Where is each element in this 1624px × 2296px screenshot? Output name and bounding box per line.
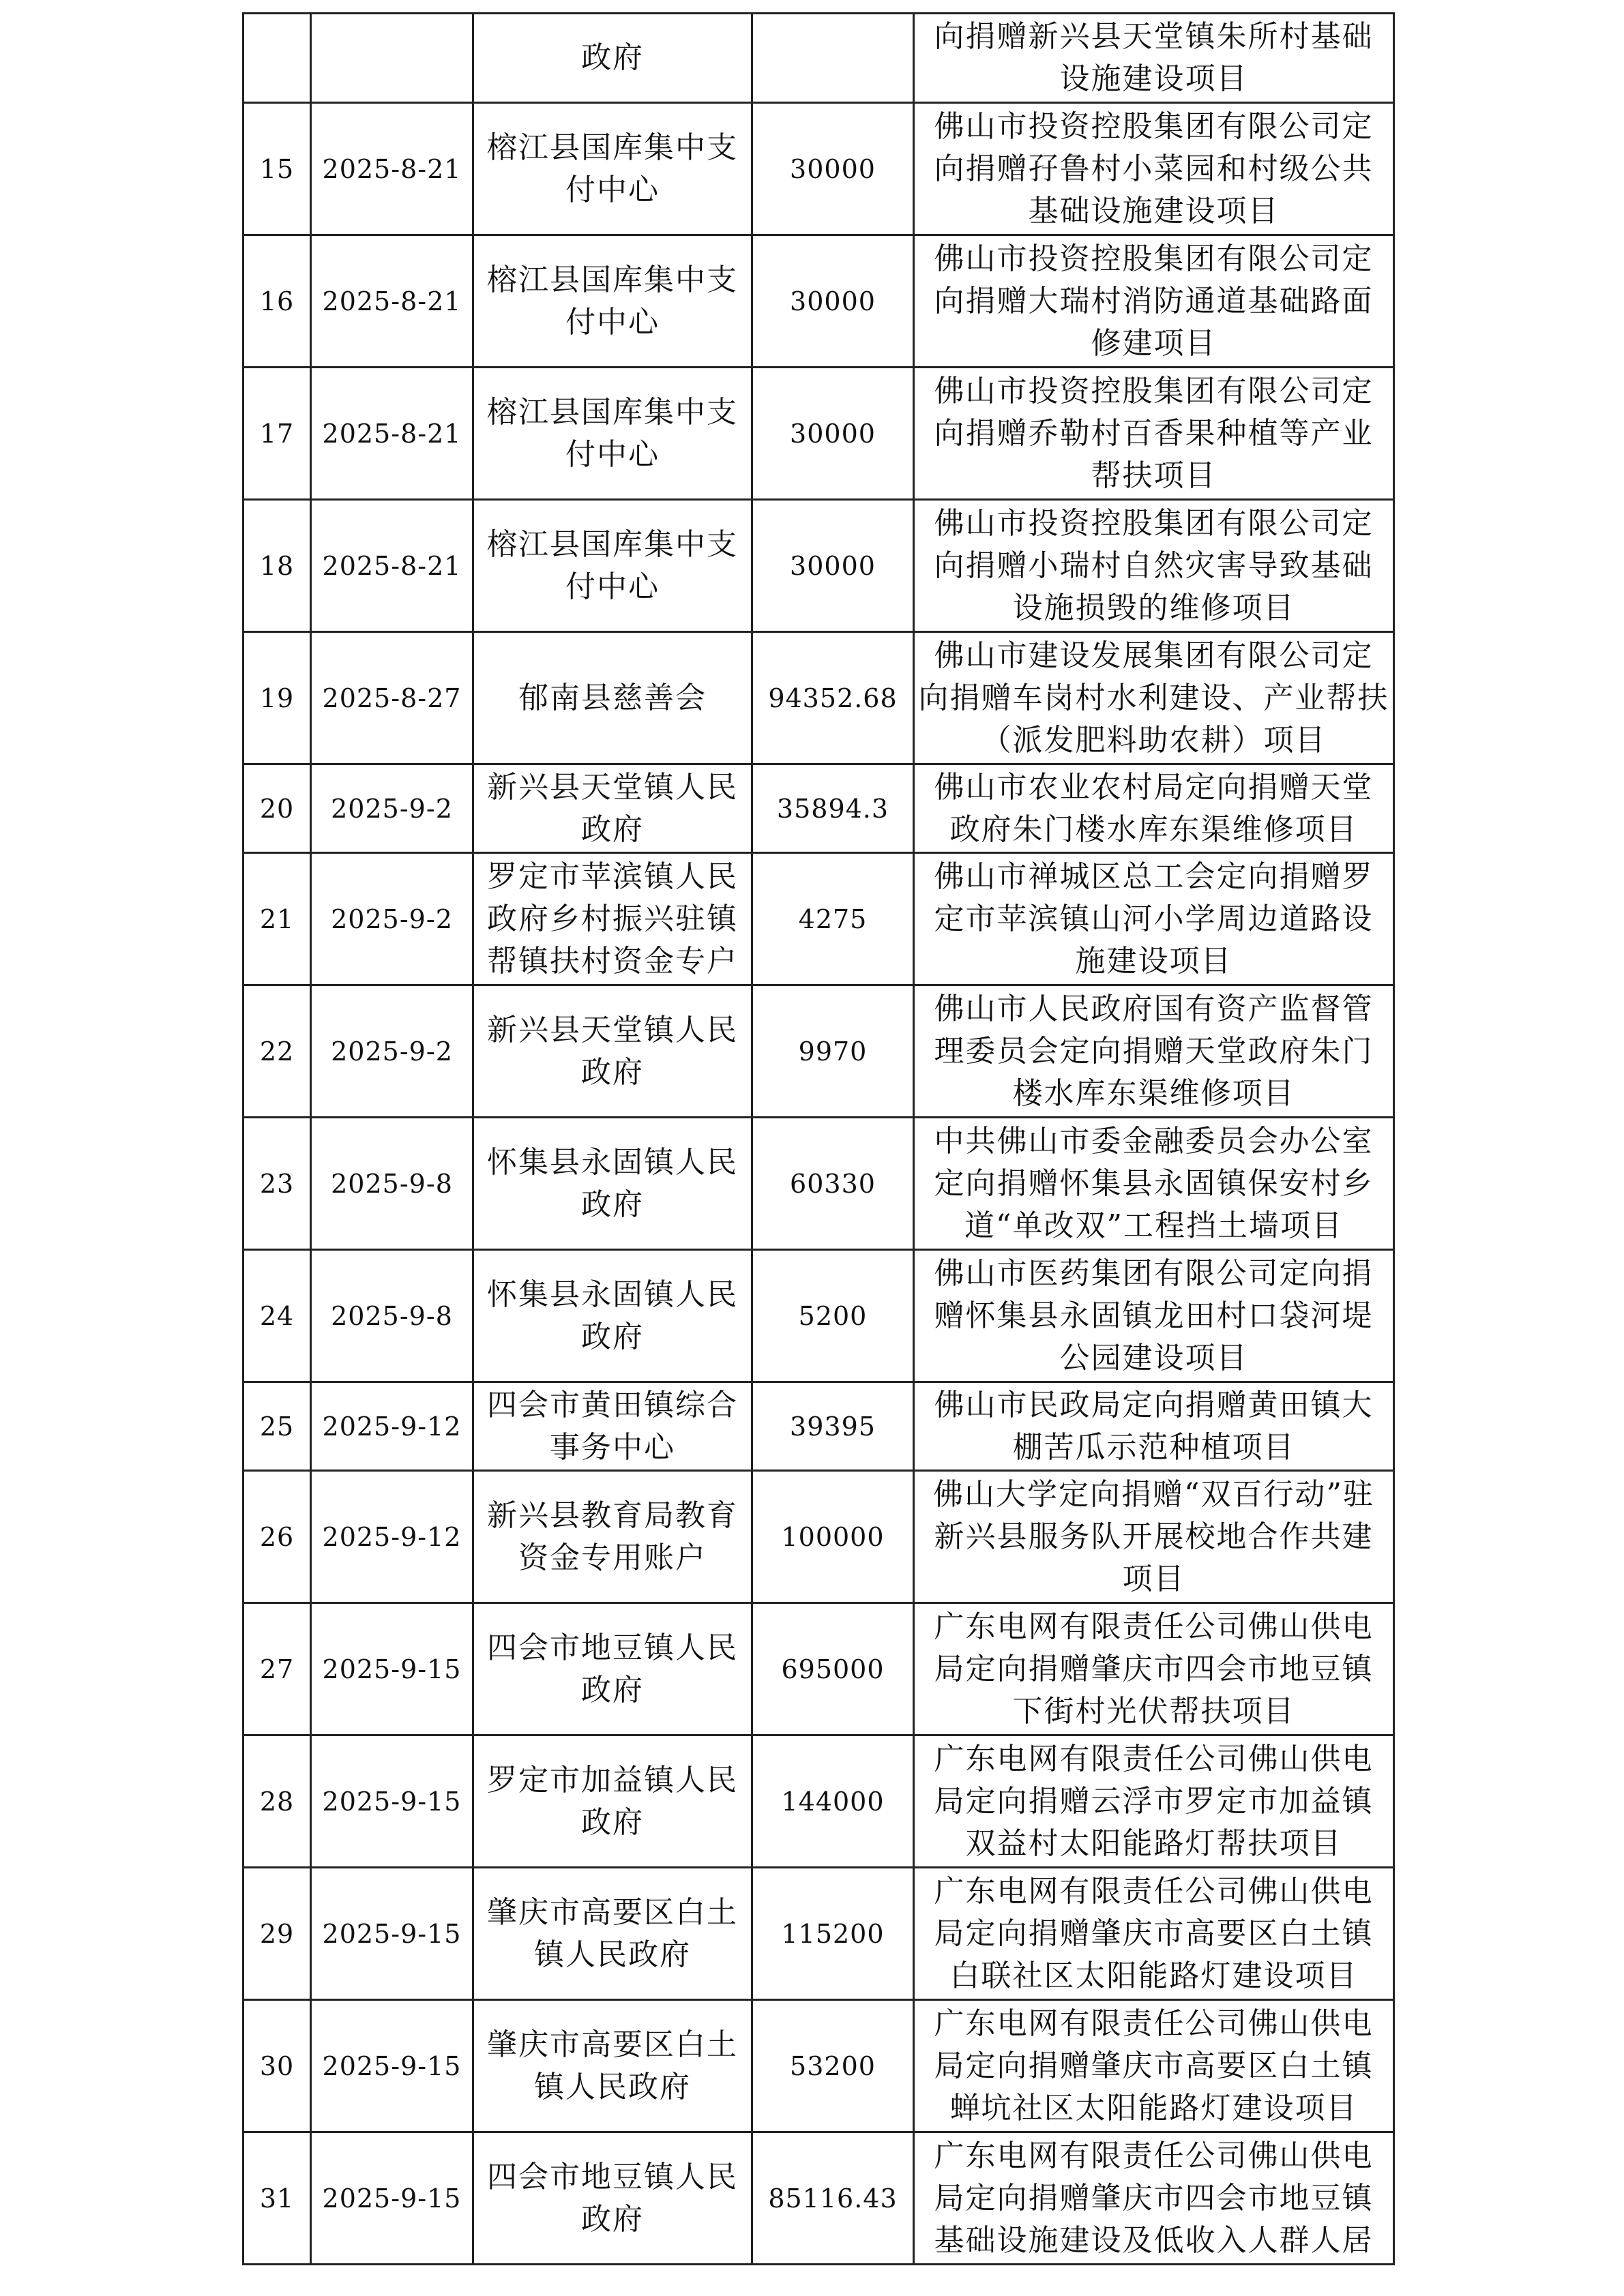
- date-cell: 2025-9-2: [311, 764, 473, 853]
- recipient-cell: [473, 103, 752, 235]
- recipient-cell: [473, 1868, 752, 2000]
- recipient-line: 怀集县永固镇人民: [487, 1277, 738, 1312]
- recipient-line: 榕江县国库集中支: [487, 130, 738, 165]
- description-line: 局定向捐赠肇庆市高要区白土镇: [934, 2048, 1374, 2083]
- recipient-line: 政府: [581, 1319, 644, 1354]
- description-line: 棚苦瓜示范种植项目: [1012, 1429, 1295, 1465]
- description-line: 佛山市投资控股集团有限公司定: [934, 505, 1374, 541]
- description-line: 双益村太阳能路灯帮扶项目: [965, 1825, 1342, 1861]
- recipient-line: 四会市地豆镇人民: [487, 2159, 738, 2194]
- recipient-line: 政府: [581, 2201, 644, 2237]
- row-number-cell: 17: [243, 368, 311, 500]
- recipient-line: 政府: [581, 1804, 644, 1840]
- amount-cell: 30000: [752, 103, 914, 235]
- recipient-line: 新兴县教育局教育: [487, 1497, 738, 1533]
- description-line: 基础设施建设及低收入人群人居: [934, 2222, 1374, 2258]
- description-line: 佛山市民政局定向捐赠黄田镇大: [934, 1387, 1374, 1422]
- description-line: 新兴县服务队开展校地合作共建: [934, 1519, 1374, 1554]
- description-line: 设施建设项目: [1059, 61, 1248, 96]
- recipient-cell: [473, 764, 752, 853]
- description-cell: [914, 1735, 1394, 1868]
- description-line: 项目: [1122, 1561, 1185, 1596]
- description-cell: [914, 1603, 1394, 1735]
- description-cell: [914, 985, 1394, 1118]
- description-line: 佛山市投资控股集团有限公司定: [934, 373, 1374, 408]
- description-line: 佛山市建设发展集团有限公司定: [934, 638, 1374, 673]
- recipient-line: 肇庆市高要区白土: [487, 1894, 738, 1930]
- table-row: [243, 1250, 1394, 1382]
- amount-cell: 85116.43: [752, 2132, 914, 2265]
- recipient-line: 新兴县天堂镇人民: [487, 769, 738, 805]
- recipient-cell: [473, 500, 752, 632]
- description-cell: [914, 235, 1394, 368]
- row-number-cell: 26: [243, 1471, 311, 1603]
- date-cell: 2025-9-15: [311, 2132, 473, 2265]
- date-cell: 2025-8-21: [311, 500, 473, 632]
- amount-cell: 30000: [752, 500, 914, 632]
- row-number-cell: 24: [243, 1250, 311, 1382]
- row-number-cell: [243, 14, 311, 103]
- recipient-line: 肇庆市高要区白土: [487, 2027, 738, 2062]
- description-line: 佛山市禅城区总工会定向捐赠罗: [934, 859, 1374, 894]
- amount-cell: 35894.3: [752, 764, 914, 853]
- amount-cell: 39395: [752, 1382, 914, 1471]
- description-line: 定市苹滨镇山河小学周边道路设: [934, 901, 1374, 936]
- description-line: 设施损毁的维修项目: [1012, 590, 1295, 625]
- description-line: （派发肥料助农耕）项目: [981, 722, 1327, 758]
- table-row: [243, 2132, 1394, 2265]
- amount-cell: [752, 14, 914, 103]
- description-cell: [914, 632, 1394, 764]
- description-line: 向捐赠孖鲁村小菜园和村级公共: [934, 151, 1374, 186]
- recipient-cell: [473, 1603, 752, 1735]
- date-cell: 2025-9-12: [311, 1471, 473, 1603]
- recipient-line: 事务中心: [550, 1429, 675, 1465]
- date-cell: 2025-9-15: [311, 2000, 473, 2132]
- description-line: 向捐赠乔勒村百香果种植等产业: [934, 415, 1374, 451]
- table-row: [243, 235, 1394, 368]
- table-row: [243, 1603, 1394, 1735]
- recipient-line: 政府: [581, 1672, 644, 1708]
- table-row: [243, 1382, 1394, 1471]
- recipient-line: 镇人民政府: [534, 2069, 691, 2104]
- row-number-cell: 30: [243, 2000, 311, 2132]
- amount-cell: 100000: [752, 1471, 914, 1603]
- date-cell: 2025-9-8: [311, 1250, 473, 1382]
- date-cell: [311, 14, 473, 103]
- row-number-cell: 20: [243, 764, 311, 853]
- recipient-cell: [473, 1382, 752, 1471]
- recipient-line: 罗定市加益镇人民: [487, 1762, 738, 1798]
- description-line: 广东电网有限责任公司佛山供电: [934, 2138, 1374, 2173]
- table-row: [243, 632, 1394, 764]
- description-line: 基础设施建设项目: [1028, 193, 1280, 228]
- row-number-cell: 23: [243, 1118, 311, 1250]
- description-cell: [914, 2132, 1394, 2265]
- amount-cell: 60330: [752, 1118, 914, 1250]
- table-row: [243, 1735, 1394, 1868]
- amount-cell: 53200: [752, 2000, 914, 2132]
- description-line: 中共佛山市委金融委员会办公室: [934, 1123, 1374, 1159]
- description-cell: [914, 1118, 1394, 1250]
- recipient-line: 怀集县永固镇人民: [487, 1144, 738, 1180]
- recipient-cell: [473, 1250, 752, 1382]
- description-cell: [914, 1250, 1394, 1382]
- description-line: 理委员会定向捐赠天堂政府朱门: [934, 1033, 1374, 1069]
- description-line: 蝉坑社区太阳能路灯建设项目: [949, 2090, 1358, 2126]
- description-line: 向捐赠大瑞村消防通道基础路面: [934, 283, 1374, 318]
- row-number-cell: 16: [243, 235, 311, 368]
- description-cell: [914, 1382, 1394, 1471]
- table-row: [243, 2000, 1394, 2132]
- recipient-line: 付中心: [565, 569, 660, 604]
- table-row: [243, 368, 1394, 500]
- recipient-cell: [473, 853, 752, 985]
- date-cell: 2025-9-15: [311, 1735, 473, 1868]
- description-line: 佛山市投资控股集团有限公司定: [934, 241, 1374, 276]
- description-cell: [914, 103, 1394, 235]
- recipient-cell: [473, 1118, 752, 1250]
- recipient-line: 镇人民政府: [534, 1937, 691, 1972]
- description-line: 下街村光伏帮扶项目: [1012, 1693, 1295, 1729]
- recipient-cell: [473, 368, 752, 500]
- recipient-cell: [473, 1735, 752, 1868]
- row-number-cell: 19: [243, 632, 311, 764]
- table-row: [243, 853, 1394, 985]
- description-line: 定向捐赠怀集县永固镇保安村乡: [934, 1165, 1374, 1201]
- row-number-cell: 22: [243, 985, 311, 1118]
- recipient-cell: [473, 985, 752, 1118]
- row-number-cell: 15: [243, 103, 311, 235]
- description-line: 帮扶项目: [1091, 458, 1217, 493]
- description-cell: [914, 14, 1394, 103]
- table-row: [243, 985, 1394, 1118]
- recipient-line: 四会市地豆镇人民: [487, 1630, 738, 1665]
- donation-table: [242, 12, 1395, 2265]
- date-cell: 2025-9-15: [311, 1603, 473, 1735]
- description-cell: [914, 1471, 1394, 1603]
- description-cell: [914, 1868, 1394, 2000]
- description-line: 广东电网有限责任公司佛山供电: [934, 1741, 1374, 1776]
- description-line: 局定向捐赠云浮市罗定市加益镇: [934, 1783, 1374, 1819]
- row-number-cell: 29: [243, 1868, 311, 2000]
- recipient-cell: [473, 1471, 752, 1603]
- description-line: 佛山市农业农村局定向捐赠天堂: [934, 769, 1374, 805]
- date-cell: 2025-8-21: [311, 103, 473, 235]
- recipient-line: 新兴县天堂镇人民: [487, 1012, 738, 1047]
- description-line: 佛山市人民政府国有资产监督管: [934, 991, 1374, 1026]
- recipient-line: 帮镇扶村资金专户: [487, 943, 738, 979]
- donation-table-body: [243, 14, 1394, 2265]
- date-cell: 2025-9-2: [311, 985, 473, 1118]
- date-cell: 2025-9-12: [311, 1382, 473, 1471]
- recipient-cell: [473, 632, 752, 764]
- table-row: [243, 500, 1394, 632]
- recipient-line: 付中心: [565, 172, 660, 207]
- recipient-cell: [473, 14, 752, 103]
- recipient-line: 付中心: [565, 436, 660, 472]
- recipient-line: 榕江县国库集中支: [487, 394, 738, 430]
- amount-cell: 9970: [752, 985, 914, 1118]
- description-line: 佛山市医药集团有限公司定向捐: [934, 1255, 1374, 1291]
- row-number-cell: 31: [243, 2132, 311, 2265]
- description-line: 局定向捐赠肇庆市四会市地豆镇: [934, 1651, 1374, 1686]
- amount-cell: 5200: [752, 1250, 914, 1382]
- amount-cell: 94352.68: [752, 632, 914, 764]
- date-cell: 2025-9-2: [311, 853, 473, 985]
- date-cell: 2025-8-21: [311, 368, 473, 500]
- description-line: 白联社区太阳能路灯建设项目: [949, 1958, 1358, 1993]
- table-row: [243, 1868, 1394, 2000]
- description-line: 施建设项目: [1075, 943, 1232, 979]
- amount-cell: 30000: [752, 235, 914, 368]
- description-line: 公园建设项目: [1059, 1340, 1248, 1375]
- amount-cell: 4275: [752, 853, 914, 985]
- row-number-cell: 28: [243, 1735, 311, 1868]
- description-line: 政府朱门楼水库东渠维修项目: [949, 811, 1358, 847]
- description-line: 楼水库东渠维修项目: [1012, 1075, 1295, 1111]
- date-cell: 2025-8-27: [311, 632, 473, 764]
- description-line: 佛山市投资控股集团有限公司定: [934, 108, 1374, 144]
- recipient-line: 政府乡村振兴驻镇: [487, 901, 738, 936]
- recipient-line: 榕江县国库集中支: [487, 262, 738, 297]
- amount-cell: 695000: [752, 1603, 914, 1735]
- description-cell: [914, 764, 1394, 853]
- table-row: [243, 1118, 1394, 1250]
- description-line: 局定向捐赠肇庆市高要区白土镇: [934, 1915, 1374, 1951]
- recipient-cell: [473, 2000, 752, 2132]
- description-line: 道“单改双”工程挡土墙项目: [964, 1208, 1343, 1243]
- recipient-line: 政府: [581, 1187, 644, 1222]
- row-number-cell: 21: [243, 853, 311, 985]
- amount-cell: 115200: [752, 1868, 914, 2000]
- description-line: 向捐赠新兴县天堂镇朱所村基础: [934, 19, 1374, 54]
- recipient-line: 政府: [581, 40, 644, 75]
- recipient-cell: [473, 2132, 752, 2265]
- description-line: 赠怀集县永固镇龙田村口袋河堤: [934, 1298, 1374, 1333]
- description-line: 向捐赠小瑞村自然灾害导致基础: [934, 548, 1374, 583]
- row-number-cell: 27: [243, 1603, 311, 1735]
- amount-cell: 144000: [752, 1735, 914, 1868]
- table-row: [243, 1471, 1394, 1603]
- recipient-line: 资金专用账户: [518, 1540, 707, 1575]
- table-row: [243, 764, 1394, 853]
- table-row: [243, 14, 1394, 103]
- recipient-line: 政府: [581, 811, 644, 847]
- recipient-line: 榕江县国库集中支: [487, 526, 738, 562]
- description-line: 广东电网有限责任公司佛山供电: [934, 2006, 1374, 2041]
- date-cell: 2025-9-8: [311, 1118, 473, 1250]
- table-row: [243, 103, 1394, 235]
- date-cell: 2025-8-21: [311, 235, 473, 368]
- recipient-cell: [473, 235, 752, 368]
- recipient-line: 政府: [581, 1054, 644, 1090]
- description-line: 修建项目: [1091, 325, 1217, 361]
- row-number-cell: 18: [243, 500, 311, 632]
- recipient-line: 郁南县慈善会: [518, 680, 707, 715]
- description-line: 广东电网有限责任公司佛山供电: [934, 1609, 1374, 1644]
- recipient-line: 罗定市苹滨镇人民: [487, 859, 738, 894]
- description-cell: [914, 853, 1394, 985]
- row-number-cell: 25: [243, 1382, 311, 1471]
- description-line: 向捐赠车岗村水利建设、产业帮扶: [918, 680, 1389, 715]
- description-line: 佛山大学定向捐赠“双百行动”驻: [933, 1476, 1374, 1512]
- description-cell: [914, 500, 1394, 632]
- amount-cell: 30000: [752, 368, 914, 500]
- date-cell: 2025-9-15: [311, 1868, 473, 2000]
- description-line: 广东电网有限责任公司佛山供电: [934, 1873, 1374, 1909]
- recipient-line: 四会市黄田镇综合: [487, 1387, 738, 1422]
- description-cell: [914, 368, 1394, 500]
- recipient-line: 付中心: [565, 304, 660, 340]
- description-line: 局定向捐赠肇庆市四会市地豆镇: [934, 2180, 1374, 2216]
- description-cell: [914, 2000, 1394, 2132]
